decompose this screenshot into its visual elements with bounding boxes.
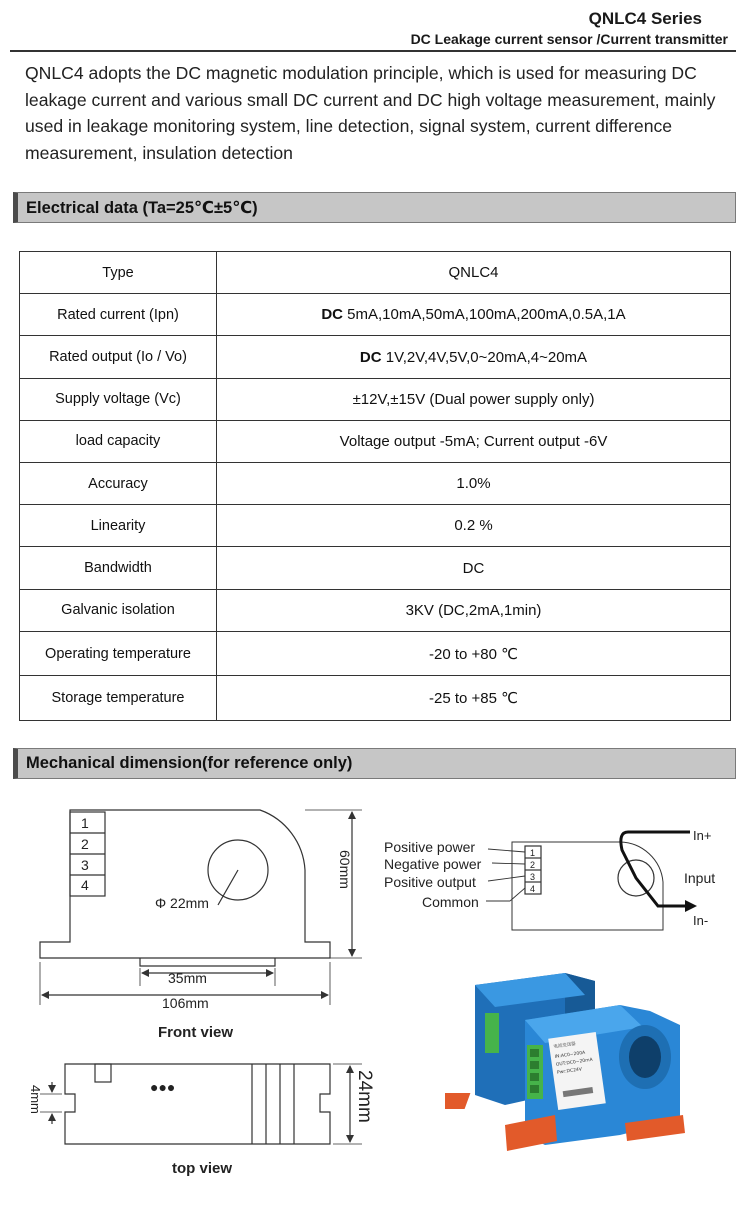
front-pin-4: 4	[81, 877, 89, 893]
input-label: Input	[684, 870, 716, 886]
spec-value	[217, 589, 731, 631]
spec-value-text: 1.0%	[456, 475, 491, 493]
top-view-dots: ●●●	[150, 1079, 176, 1095]
spec-label: Type	[20, 252, 217, 294]
spec-value	[217, 378, 731, 420]
top-4mm-label: 4mm	[28, 1085, 43, 1114]
spec-label: Accuracy	[20, 463, 217, 505]
wiring-pin-2: 2	[530, 860, 536, 870]
top-view-drawing	[40, 1064, 362, 1144]
slot-35mm-label: 35mm	[168, 970, 207, 986]
spec-row	[20, 252, 731, 294]
spec-value	[217, 336, 731, 378]
spec-value-text: QNLC4	[448, 264, 499, 282]
front-view-caption: Front view	[158, 1024, 234, 1041]
spec-value	[217, 547, 731, 589]
spec-row	[20, 463, 731, 505]
spec-value-text: 0.2 %	[454, 517, 493, 535]
terminal-block	[527, 1045, 543, 1099]
product-photo	[445, 965, 715, 1155]
spec-row	[20, 631, 731, 676]
mechanical-section-title: Mechanical dimension(for reference only)	[26, 754, 353, 772]
wiring-label-common: Common	[422, 894, 479, 910]
wiring-pin-1: 1	[530, 848, 536, 858]
front-pin-2: 2	[81, 836, 89, 852]
series-title: QNLC4 Series	[588, 9, 702, 28]
top-view-caption: top view	[172, 1160, 233, 1177]
width-106mm-label: 106mm	[162, 995, 209, 1011]
mechanical-section-header	[13, 748, 736, 779]
spec-row	[20, 547, 731, 589]
electrical-section-header	[13, 192, 736, 223]
wiring-label-positive-power: Positive power	[384, 839, 476, 855]
label-line-2: IN:AC0~200A	[554, 1050, 586, 1060]
spec-label: Operating temperature	[20, 631, 217, 676]
spec-row	[20, 676, 731, 721]
intro-paragraph: QNLC4 adopts the DC magnetic modulation principle, which is used for measuring DC leakage current and various small DC current and DC high voltage measurement, mainly used in leakage monitoring system, line detection, signal system, current difference measurement, insulation detection	[25, 63, 716, 163]
spec-value	[217, 420, 731, 462]
spec-label: Rated current (Ipn)	[20, 294, 217, 336]
in-minus-label: In-	[693, 913, 709, 928]
front-pin-3: 3	[81, 857, 89, 873]
in-plus-label: In+	[693, 828, 712, 843]
label-line-3: OUT:DC0~20mA	[555, 1057, 594, 1068]
spec-label: Linearity	[20, 505, 217, 547]
electrical-data-table	[19, 251, 731, 721]
wiring-label-positive-output: Positive output	[384, 874, 476, 890]
spec-value-text: 5mA,10mA,50mA,100mA,200mA,0.5A,1A	[343, 306, 626, 324]
spec-value	[217, 252, 731, 294]
spec-value	[217, 676, 731, 721]
label-line-4: Pwr:DC24V	[556, 1067, 583, 1076]
top-24mm-label: 24mm	[354, 1070, 375, 1123]
spec-label: Bandwidth	[20, 547, 217, 589]
spec-value-text: -25 to +85 ℃	[429, 690, 518, 708]
height-60mm-label: 60mm	[337, 850, 353, 889]
wiring-pin-4: 4	[530, 884, 536, 894]
wiring-label-negative-power: Negative power	[384, 856, 482, 872]
spec-value	[217, 505, 731, 547]
spec-value-prefix: DC	[321, 306, 343, 324]
spec-value-text: -20 to +80 ℃	[429, 645, 518, 663]
spec-label: Storage temperature	[20, 676, 217, 721]
spec-row	[20, 378, 731, 420]
label-line-1: 电流变送器	[553, 1041, 577, 1051]
product-subtitle: DC Leakage current sensor /Current transmitter	[410, 31, 728, 47]
spec-row	[20, 505, 731, 547]
spec-label: load capacity	[20, 420, 217, 462]
spec-value	[217, 463, 731, 505]
spec-row	[20, 589, 731, 631]
wiring-pin-3: 3	[530, 872, 536, 882]
spec-value	[217, 294, 731, 336]
spec-value	[217, 631, 731, 676]
electrical-section-title: Electrical data (Ta=25℃±5℃)	[26, 199, 258, 217]
hole-diameter-label: Φ 22mm	[155, 895, 209, 911]
spec-label: Galvanic isolation	[20, 589, 217, 631]
spec-value-text: 3KV (DC,2mA,1min)	[405, 601, 542, 619]
spec-label: Supply voltage (Vc)	[20, 378, 217, 420]
spec-value-text: 1V,2V,4V,5V,0~20mA,4~20mA	[381, 348, 588, 366]
product-label	[548, 1032, 606, 1110]
spec-row	[20, 294, 731, 336]
spec-value-prefix: DC	[359, 348, 382, 366]
spec-row	[20, 420, 731, 462]
spec-value-text: ±12V,±15V (Dual power supply only)	[352, 390, 595, 408]
front-unit	[505, 1005, 685, 1151]
spec-row	[20, 336, 731, 378]
wiring-diagram	[384, 828, 715, 930]
header-divider	[10, 50, 736, 52]
spec-value-text: Voltage output -5mA; Current output -6V	[339, 432, 608, 450]
front-pin-1: 1	[81, 815, 89, 831]
spec-value-text: DC	[462, 559, 485, 577]
spec-label: Rated output (Io / Vo)	[20, 336, 217, 378]
